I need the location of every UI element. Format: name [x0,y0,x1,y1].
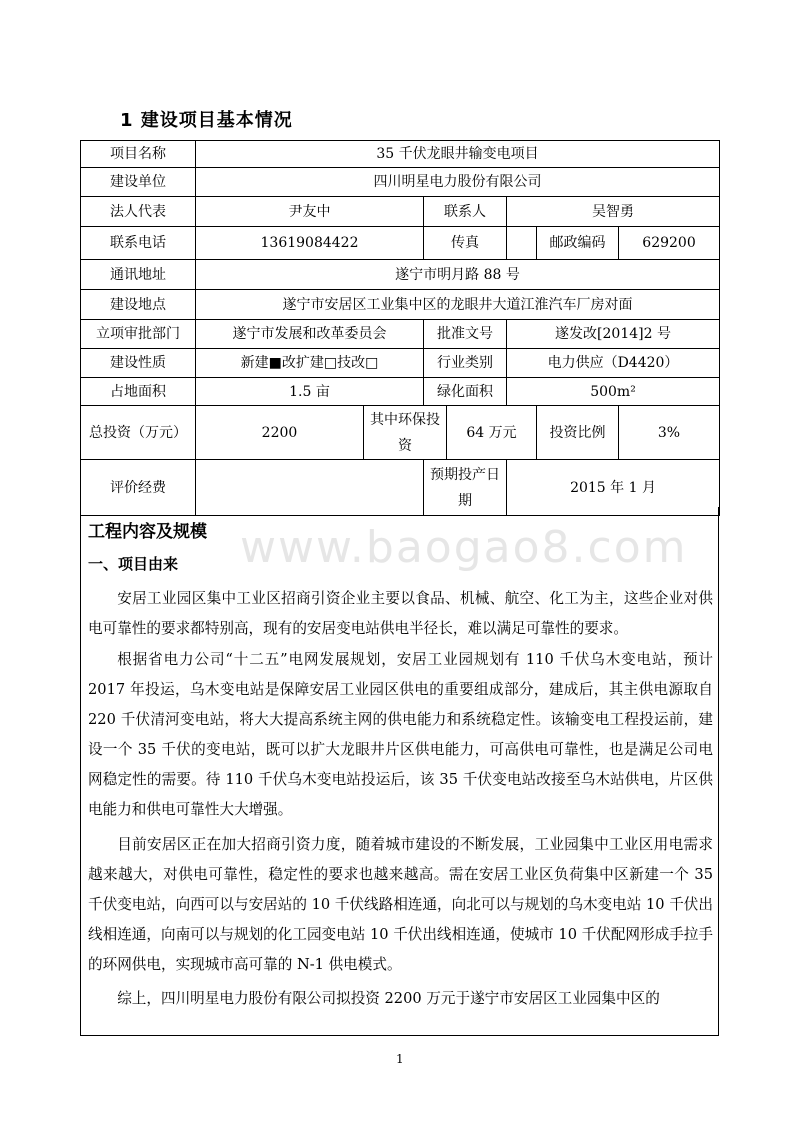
legal-rep-label: 法人代表 [81,197,196,227]
approval-doc-label: 批准文号 [424,320,507,349]
green-value: 500m² [507,378,720,406]
site-label: 建设地点 [81,290,196,320]
industry-value: 电力供应（D4420） [507,349,720,378]
production-date-value: 2015 年 1 月 [507,460,720,516]
env-invest-value: 64 万元 [447,406,537,460]
nature-label: 建设性质 [81,349,196,378]
table-row [81,378,720,406]
project-name-value: 35 千伏龙眼井输变电项目 [196,141,720,168]
project-name-label: 项目名称 [81,141,196,168]
area-label: 占地面积 [81,378,196,406]
table-row [81,320,720,349]
approval-doc-value: 遂发改[2014]2 号 [507,320,720,349]
page-heading: 1 建设项目基本情况 [120,110,293,131]
postcode-value: 629200 [619,227,720,260]
approval-dept-value: 遂宁市发展和改革委员会 [196,320,424,349]
project-info-table [80,140,720,516]
eval-fee-label: 评价经费 [81,460,196,516]
area-value: 1.5 亩 [196,378,424,406]
subsection-title: 一、项目由来 [88,555,179,573]
table-row [81,260,720,290]
contact-value: 吴智勇 [507,197,720,227]
table-row [81,349,720,378]
production-date-label: 预期投产日期 [424,460,507,516]
builder-label: 建设单位 [81,168,196,197]
section-title: 工程内容及规模 [88,522,207,542]
fax-label: 传真 [424,227,507,260]
approval-dept-label: 立项审批部门 [81,320,196,349]
env-invest-label: 其中环保投资 [364,406,447,460]
paragraph-3: 目前安居区正在加大招商引资力度，随着城市建设的不断发展，工业园集中工业区用电需求越来越大，对供电可靠性，稳定性的要求也越来越高。需在安居工业区负荷集中区新建一个 35 千伏变电站，向西可以与安居站的 10 千伏线路相连通，向北可以与规划的乌木变电站 10 千伏出线相连通，向南可以与规划的化工园变电站 10 千伏出线相连通，使城市 10 千伏配网形成手拉手的环网供电，实现城市高可靠的 N-1 供电模式。 [88,836,713,973]
fax-value [507,227,537,260]
paragraph-4: 综上，四川明星电力股份有限公司拟投资 2200 万元于遂宁市安居区工业园集中区的 [117,990,660,1007]
legal-rep-value: 尹友中 [196,197,424,227]
watermark: www.baogao8.com [240,522,688,573]
contact-label: 联系人 [424,197,507,227]
builder-value: 四川明星电力股份有限公司 [196,168,720,197]
nature-value: 新建■改扩建□技改□ [196,349,424,378]
ratio-value: 3% [619,406,720,460]
table-row [81,227,720,260]
paragraph-2: 根据省电力公司“十二五”电网发展规划，安居工业园规划有 110 千伏乌木变电站，预计 2017 年投运，乌木变电站是保障安居工业园区供电的重要组成部分，建成后，其主供电源取自 220 千伏清河变电站，将大大提高系统主网的供电能力和系统稳定性。该输变电工程投运前，建设一个 35 千伏的变电站，既可以扩大龙眼井片区供电能力，可高供电可靠性，也是满足公司电网稳定性的需要。待 110 千伏乌木变电站投运后，该 35 千伏变电站改接至乌木站供电，片区供电能力和供电可靠性大大增强。 [88,651,713,818]
paragraph-1: 安居工业园区集中工业区招商引资企业主要以食品、机械、航空、化工为主，这些企业对供电可靠性的要求都特别高，现有的安居变电站供电半径长，难以满足可靠性的要求。 [88,590,713,637]
postcode-label: 邮政编码 [537,227,619,260]
green-label: 绿化面积 [424,378,507,406]
phone-value: 13619084422 [196,227,424,260]
table-row [81,141,720,168]
invest-value: 2200 [196,406,364,460]
address-value: 遂宁市明月路 88 号 [196,260,720,290]
industry-label: 行业类别 [424,349,507,378]
table-row [81,168,720,197]
invest-label: 总投资（万元） [81,406,196,460]
phone-label: 联系电话 [81,227,196,260]
address-label: 通讯地址 [81,260,196,290]
ratio-label: 投资比例 [537,406,619,460]
table-row [81,406,720,460]
table-row [81,290,720,320]
table-row [81,197,720,227]
page-number: 1 [396,1052,404,1066]
site-value: 遂宁市安居区工业集中区的龙眼井大道江淮汽车厂房对面 [196,290,720,320]
